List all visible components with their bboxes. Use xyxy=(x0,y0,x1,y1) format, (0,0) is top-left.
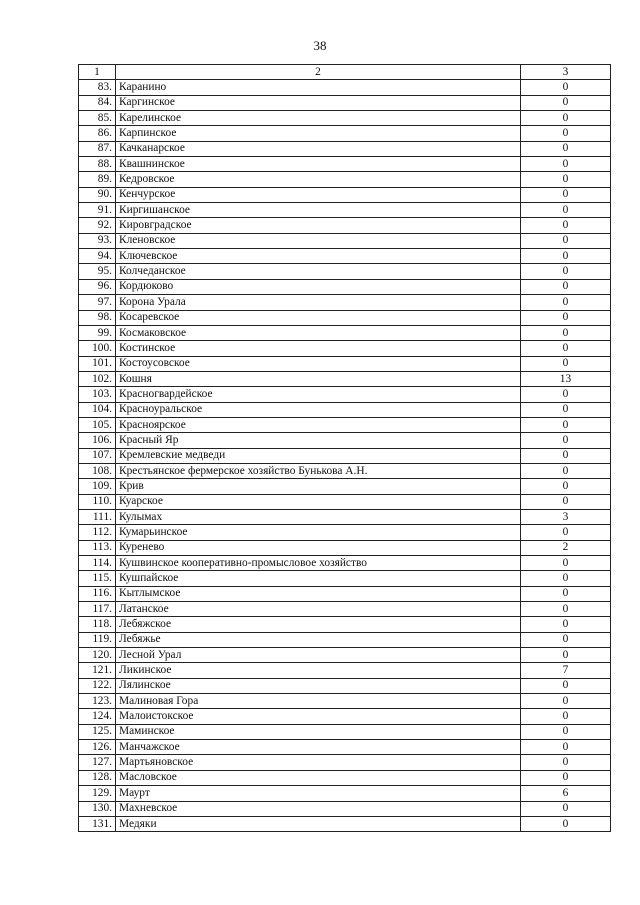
row-value: 0 xyxy=(521,648,611,663)
row-name: Корона Урала xyxy=(116,295,521,310)
row-value: 0 xyxy=(521,709,611,724)
table-row xyxy=(79,740,611,755)
row-number: 119. xyxy=(79,632,116,647)
row-value: 0 xyxy=(521,463,611,478)
table-row xyxy=(79,709,611,724)
row-number: 95. xyxy=(79,264,116,279)
row-name: Малиновая Гора xyxy=(116,694,521,709)
row-value: 3 xyxy=(521,509,611,524)
row-name: Лялинское xyxy=(116,678,521,693)
row-name: Мартьяновское xyxy=(116,755,521,770)
row-number: 103. xyxy=(79,387,116,402)
row-name: Латанское xyxy=(116,602,521,617)
row-name: Карпинское xyxy=(116,126,521,141)
row-number: 89. xyxy=(79,172,116,187)
row-name: Кордюково xyxy=(116,279,521,294)
row-number: 127. xyxy=(79,755,116,770)
row-number: 94. xyxy=(79,249,116,264)
table-row xyxy=(79,694,611,709)
row-value: 0 xyxy=(521,233,611,248)
row-number: 110. xyxy=(79,494,116,509)
row-value: 0 xyxy=(521,325,611,340)
table-row xyxy=(79,448,611,463)
row-name: Маурт xyxy=(116,786,521,801)
row-number: 106. xyxy=(79,433,116,448)
table-row xyxy=(79,80,611,95)
table-row xyxy=(79,525,611,540)
row-number: 122. xyxy=(79,678,116,693)
row-name: Красноуральское xyxy=(116,402,521,417)
table-row xyxy=(79,203,611,218)
row-number: 130. xyxy=(79,801,116,816)
data-table xyxy=(78,64,611,832)
row-name: Кенчурское xyxy=(116,187,521,202)
table-row xyxy=(79,356,611,371)
row-value: 0 xyxy=(521,111,611,126)
table-row xyxy=(79,678,611,693)
row-name: Кумарьинское xyxy=(116,525,521,540)
row-name: Кедровское xyxy=(116,172,521,187)
row-number: 116. xyxy=(79,586,116,601)
table-row xyxy=(79,264,611,279)
row-number: 100. xyxy=(79,341,116,356)
table-row xyxy=(79,770,611,785)
table-row xyxy=(79,786,611,801)
row-value: 0 xyxy=(521,602,611,617)
row-value: 0 xyxy=(521,157,611,172)
row-name: Карелинское xyxy=(116,111,521,126)
table-row xyxy=(79,95,611,110)
row-number: 99. xyxy=(79,325,116,340)
row-number: 114. xyxy=(79,556,116,571)
row-value: 0 xyxy=(521,141,611,156)
row-name: Куренево xyxy=(116,540,521,555)
row-name: Крестьянское фермерское хозяйство Бунькова А.Н. xyxy=(116,463,521,478)
table-row xyxy=(79,663,611,678)
row-number: 125. xyxy=(79,724,116,739)
row-number: 126. xyxy=(79,740,116,755)
row-name: Манчажское xyxy=(116,740,521,755)
row-value: 0 xyxy=(521,816,611,831)
row-number: 109. xyxy=(79,479,116,494)
row-value: 0 xyxy=(521,724,611,739)
row-value: 0 xyxy=(521,356,611,371)
row-name: Кошня xyxy=(116,371,521,386)
row-value: 0 xyxy=(521,187,611,202)
row-value: 0 xyxy=(521,678,611,693)
header-col-3: 3 xyxy=(521,65,611,80)
row-value: 0 xyxy=(521,632,611,647)
row-name: Костоусовское xyxy=(116,356,521,371)
row-value: 0 xyxy=(521,264,611,279)
row-value: 0 xyxy=(521,448,611,463)
row-value: 0 xyxy=(521,694,611,709)
row-value: 0 xyxy=(521,556,611,571)
table-row xyxy=(79,157,611,172)
row-value: 0 xyxy=(521,525,611,540)
row-name: Махневское xyxy=(116,801,521,816)
table-row xyxy=(79,479,611,494)
row-name: Костинское xyxy=(116,341,521,356)
row-name: Масловское xyxy=(116,770,521,785)
row-value: 0 xyxy=(521,249,611,264)
row-name: Каргинское xyxy=(116,95,521,110)
row-number: 98. xyxy=(79,310,116,325)
row-name: Ликинское xyxy=(116,663,521,678)
table-row xyxy=(79,556,611,571)
row-number: 83. xyxy=(79,80,116,95)
row-value: 13 xyxy=(521,371,611,386)
row-name: Кулымах xyxy=(116,509,521,524)
row-name: Медяки xyxy=(116,816,521,831)
table-row xyxy=(79,571,611,586)
row-name: Космаковское xyxy=(116,325,521,340)
row-number: 121. xyxy=(79,663,116,678)
row-number: 86. xyxy=(79,126,116,141)
table-row xyxy=(79,325,611,340)
header-col-2: 2 xyxy=(116,65,521,80)
row-number: 123. xyxy=(79,694,116,709)
row-number: 105. xyxy=(79,417,116,432)
row-number: 96. xyxy=(79,279,116,294)
table-row xyxy=(79,279,611,294)
row-value: 0 xyxy=(521,770,611,785)
table-row xyxy=(79,233,611,248)
page-number: 38 xyxy=(313,38,327,53)
table-row xyxy=(79,341,611,356)
table-row xyxy=(79,187,611,202)
row-value: 6 xyxy=(521,786,611,801)
row-value: 0 xyxy=(521,172,611,187)
row-number: 90. xyxy=(79,187,116,202)
row-number: 118. xyxy=(79,617,116,632)
row-value: 0 xyxy=(521,586,611,601)
row-name: Квашнинское xyxy=(116,157,521,172)
row-number: 129. xyxy=(79,786,116,801)
row-value: 0 xyxy=(521,387,611,402)
row-value: 0 xyxy=(521,755,611,770)
table-row xyxy=(79,172,611,187)
row-value: 0 xyxy=(521,310,611,325)
table-row xyxy=(79,417,611,432)
row-value: 0 xyxy=(521,218,611,233)
row-name: Косаревское xyxy=(116,310,521,325)
table-header-row xyxy=(79,65,611,80)
table-row xyxy=(79,141,611,156)
row-value: 0 xyxy=(521,479,611,494)
row-value: 0 xyxy=(521,801,611,816)
row-number: 131. xyxy=(79,816,116,831)
row-value: 0 xyxy=(521,95,611,110)
row-name: Маминское xyxy=(116,724,521,739)
table-row xyxy=(79,602,611,617)
row-number: 108. xyxy=(79,463,116,478)
row-name: Лебяжье xyxy=(116,632,521,647)
row-value: 0 xyxy=(521,80,611,95)
row-name: Красногвардейское xyxy=(116,387,521,402)
row-name: Каранино xyxy=(116,80,521,95)
row-value: 0 xyxy=(521,126,611,141)
table-row xyxy=(79,632,611,647)
row-name: Красный Яр xyxy=(116,433,521,448)
row-value: 0 xyxy=(521,341,611,356)
table-row xyxy=(79,249,611,264)
table-body xyxy=(79,65,611,832)
row-name: Малоистокское xyxy=(116,709,521,724)
table-row xyxy=(79,586,611,601)
row-value: 2 xyxy=(521,540,611,555)
row-value: 0 xyxy=(521,740,611,755)
row-number: 128. xyxy=(79,770,116,785)
table-row xyxy=(79,310,611,325)
table-row xyxy=(79,617,611,632)
row-number: 117. xyxy=(79,602,116,617)
table-row xyxy=(79,387,611,402)
row-number: 88. xyxy=(79,157,116,172)
row-value: 0 xyxy=(521,417,611,432)
row-number: 112. xyxy=(79,525,116,540)
table-row xyxy=(79,540,611,555)
row-number: 87. xyxy=(79,141,116,156)
table-row xyxy=(79,371,611,386)
row-name: Крив xyxy=(116,479,521,494)
row-number: 101. xyxy=(79,356,116,371)
table-row xyxy=(79,494,611,509)
row-name: Ключевское xyxy=(116,249,521,264)
table-row xyxy=(79,648,611,663)
row-number: 115. xyxy=(79,571,116,586)
row-number: 124. xyxy=(79,709,116,724)
row-name: Киргишанское xyxy=(116,203,521,218)
row-name: Кремлевские медведи xyxy=(116,448,521,463)
row-number: 107. xyxy=(79,448,116,463)
row-number: 102. xyxy=(79,371,116,386)
row-number: 111. xyxy=(79,509,116,524)
row-name: Лебяжское xyxy=(116,617,521,632)
table-row xyxy=(79,111,611,126)
row-number: 91. xyxy=(79,203,116,218)
row-number: 113. xyxy=(79,540,116,555)
table-row xyxy=(79,801,611,816)
row-value: 0 xyxy=(521,494,611,509)
row-name: Качканарское xyxy=(116,141,521,156)
row-value: 7 xyxy=(521,663,611,678)
row-name: Колчеданское xyxy=(116,264,521,279)
table-row xyxy=(79,295,611,310)
row-value: 0 xyxy=(521,203,611,218)
row-name: Куарское xyxy=(116,494,521,509)
table-row xyxy=(79,816,611,831)
row-name: Красноярское xyxy=(116,417,521,432)
row-number: 85. xyxy=(79,111,116,126)
row-value: 0 xyxy=(521,433,611,448)
table-row xyxy=(79,724,611,739)
row-number: 104. xyxy=(79,402,116,417)
row-number: 92. xyxy=(79,218,116,233)
row-number: 120. xyxy=(79,648,116,663)
table-row xyxy=(79,433,611,448)
row-number: 97. xyxy=(79,295,116,310)
table-row xyxy=(79,126,611,141)
header-col-1: 1 xyxy=(79,65,116,80)
row-number: 84. xyxy=(79,95,116,110)
row-name: Кытлымское xyxy=(116,586,521,601)
row-name: Кировградское xyxy=(116,218,521,233)
table-row xyxy=(79,509,611,524)
table-row xyxy=(79,402,611,417)
row-value: 0 xyxy=(521,617,611,632)
table-row xyxy=(79,218,611,233)
row-value: 0 xyxy=(521,571,611,586)
row-name: Кленовское xyxy=(116,233,521,248)
table-row xyxy=(79,755,611,770)
row-name: Кушвинское кооперативно-промысловое хозяйство xyxy=(116,556,521,571)
row-name: Кушпайское xyxy=(116,571,521,586)
table-row xyxy=(79,463,611,478)
row-value: 0 xyxy=(521,279,611,294)
row-number: 93. xyxy=(79,233,116,248)
row-value: 0 xyxy=(521,402,611,417)
row-value: 0 xyxy=(521,295,611,310)
row-name: Лесной Урал xyxy=(116,648,521,663)
